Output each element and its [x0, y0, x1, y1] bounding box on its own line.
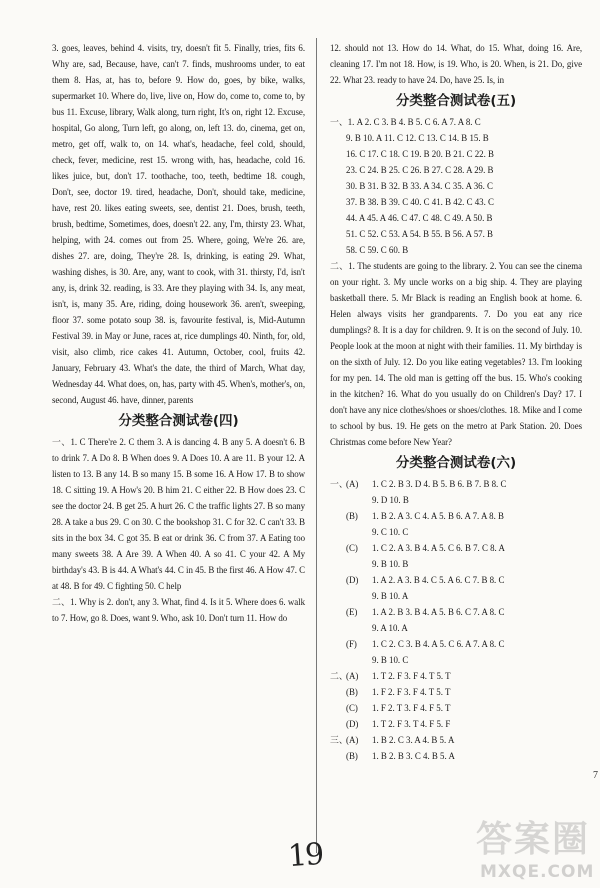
subsection-label: (B) — [346, 687, 358, 697]
answer-items: 1. B 2. C 3. A 4. B 5. A — [372, 735, 455, 745]
answer-items: 1. T 2. F 3. T 4. F 5. F — [372, 719, 451, 729]
subsection-label: (B) — [346, 511, 358, 521]
answer-row — [330, 700, 582, 716]
edge-mark: 7 — [593, 770, 598, 781]
answer-row: 一、1. A 2. C 3. B 4. B 5. C 6. A 7. A 8. C — [330, 117, 481, 127]
subsection-label — [346, 588, 372, 604]
watermark-url: MXQE.COM — [480, 862, 595, 882]
subsection-label — [346, 524, 372, 540]
answer-row: 58. C 59. C 60. B — [346, 245, 409, 255]
answer-items: 1. C 2. A 3. B 4. A 5. C 6. B 7. C 8. A — [372, 543, 505, 553]
answer-row — [330, 588, 582, 604]
answer-items: 1. F 2. F 3. F 4. T 5. T — [372, 687, 451, 697]
section-marker — [330, 572, 346, 588]
answer-row — [330, 620, 582, 636]
answers-test5-part2: 二、1. The students are going to the library. 2. You can see the cinema on your right. 3. My uncle works on a big ship. 4. They are playing basketball there. 5. Mr Black is reading an English book at home. 6. Helen always visits her grandparents. 7. Do you eat any rice dumplings? 8. It is a day for children. 9. It is on the second of July. 10. People look at the moon at night with their families. 11. My birthday is on the sixth of July. 12. Do you like eating vegetables? 13. I'm looking for my pen. 14. The old man is getting off the bus. 15. Who's cooking in the kitchen? 16. What do you usually do on Children's Day? 17. I don't have any nice clothes/shoes or shoes/clothes. 18. Mike and I come to school by bus. 19. He gets on the metro at Park Station. 20. Does Christmas come before New Year? — [330, 261, 582, 447]
section-marker — [330, 492, 346, 508]
section-marker — [330, 620, 346, 636]
answer-items: 1. B 2. A 3. C 4. A 5. B 6. A 7. A 8. B — [372, 511, 504, 521]
section-marker — [330, 700, 346, 716]
section-marker — [330, 748, 346, 764]
answer-items: 1. A 2. A 3. B 4. C 5. A 6. C 7. B 8. C — [372, 575, 505, 585]
right-column — [330, 40, 582, 764]
answer-row — [330, 668, 582, 684]
answer-row — [330, 492, 582, 508]
subsection-label: (A) — [346, 735, 359, 745]
subsection-label: (A) — [346, 671, 359, 681]
answer-row — [330, 732, 582, 748]
answer-row — [330, 652, 582, 668]
answer-items: 1. B 2. B 3. C 4. B 5. A — [372, 751, 455, 761]
subsection-label — [346, 620, 372, 636]
answer-items: 9. B 10. B — [372, 559, 409, 569]
section-marker — [330, 684, 346, 700]
section-marker — [330, 524, 346, 540]
section-marker — [330, 556, 346, 572]
answer-row — [330, 748, 582, 764]
answers-test5-part1 — [330, 114, 582, 258]
answer-row — [330, 556, 582, 572]
section-marker — [330, 716, 346, 732]
section-marker — [330, 588, 346, 604]
answer-row: 16. C 17. C 18. C 19. B 20. B 21. C 22. B — [346, 149, 494, 159]
answer-row — [330, 540, 582, 556]
section-title-4: 分类整合测试卷(四) — [118, 413, 239, 429]
column-divider — [316, 38, 317, 853]
subsection-label: (A) — [346, 479, 359, 489]
subsection-label: (B) — [346, 751, 358, 761]
answers-test4-part1: 一、1. C There're 2. C them 3. A is dancing 4. B any 5. A doesn't 6. B to drink 7. A Do 8. B When does 9. A Does 10. A are 11. B your 12. A listen to 13. B any 14. B so many 15. B some 16. A How 17. B to show 18. C sitting 19. A How's 20. B him 21. C either 22. B How does 23. C see the doctor 24. B get 25. A hurt 26. C the traffic lights 27. B so many 28. A take a bus 29. C on 30. C the bookshop 31. C for 32. C can't 33. B sits in the box 34. C got 35. B eat or drink 36. C from 37. A Eating too many sweets 38. A Are 39. A When 40. A so 41. C your 42. A My birthday's 43. B is 44. A What's 44. C in 45. B the first 46. A How 47. C at 48. B for 49. C fighting 50. C help — [52, 437, 305, 591]
answer-items: 9. C 10. C — [372, 527, 409, 537]
answer-row: 37. B 38. B 39. C 40. C 41. B 42. C 43. C — [346, 197, 494, 207]
answer-items: 9. A 10. A — [372, 623, 408, 633]
subsection-label — [346, 492, 372, 508]
answer-items: 9. B 10. A — [372, 591, 409, 601]
subsection-label: (C) — [346, 703, 358, 713]
subsection-label: (D) — [346, 575, 359, 585]
watermark-text: 答案圈 — [476, 819, 591, 860]
answer-row: 23. C 24. B 25. C 26. B 27. C 28. A 29. B — [346, 165, 494, 175]
subsection-label: (D) — [346, 719, 359, 729]
answer-items: 1. C 2. B 3. D 4. B 5. B 6. B 7. B 8. C — [372, 479, 507, 489]
section-marker: 一、 — [330, 479, 348, 489]
left-column — [52, 40, 305, 626]
answer-row: 30. B 31. B 32. B 33. A 34. C 35. A 36. C — [346, 181, 493, 191]
answer-row — [330, 508, 582, 524]
answers-test6 — [330, 476, 582, 764]
section-marker — [330, 636, 346, 652]
answer-row: 51. C 52. C 53. A 54. B 55. B 56. A 57. B — [346, 229, 493, 239]
section-marker: 二、 — [330, 671, 348, 681]
answer-items: 9. D 10. B — [372, 495, 409, 505]
page-number-handwritten: 19 — [286, 836, 324, 875]
answer-row: 9. B 10. A 11. C 12. C 13. C 14. B 15. B — [346, 133, 489, 143]
answer-row: 44. A 45. A 46. C 47. C 48. C 49. A 50. B — [346, 213, 493, 223]
answer-row — [330, 572, 582, 588]
section-marker — [330, 652, 346, 668]
section-marker — [330, 604, 346, 620]
subsection-label — [346, 652, 372, 668]
answer-items: 1. C 2. C 3. B 4. A 5. C 6. A 7. A 8. C — [372, 639, 505, 649]
answer-row — [330, 636, 582, 652]
answer-row — [330, 476, 582, 492]
answers-test4-part2: 二、1. Why is 2. don't, any 3. What, find 4. Is it 5. Where does 6. walk to 7. How, go 8. Does, want 9. Who, ask 10. Don't turn 11. How do — [52, 597, 305, 623]
answer-row — [330, 604, 582, 620]
answer-row — [330, 684, 582, 700]
subsection-label: (E) — [346, 607, 358, 617]
subsection-label: (F) — [346, 639, 357, 649]
answer-items: 9. B 10. C — [372, 655, 409, 665]
section-title-6: 分类整合测试卷(六) — [395, 455, 517, 471]
answer-items: 1. F 2. T 3. F 4. F 5. T — [372, 703, 451, 713]
answer-items: 1. A 2. B 3. B 4. A 5. B 6. C 7. A 8. C — [372, 607, 505, 617]
section-marker — [330, 508, 346, 524]
section-marker — [330, 540, 346, 556]
answer-row — [330, 524, 582, 540]
answers-test4-part2-continued: 12. should not 13. How do 14. What, do 15. What, doing 16. Are, cleaning 17. I'm not 18. How, is 19. Who, is 20. When, is 21. Do, give 22. What 23. ready to have 24. Do, have 25. Is, in — [330, 43, 582, 85]
subsection-label: (C) — [346, 543, 358, 553]
section-title-5: 分类整合测试卷(五) — [395, 93, 517, 109]
answer-items: 1. T 2. F 3. F 4. T 5. T — [372, 671, 451, 681]
answer-row — [330, 716, 582, 732]
answers-continued: 3. goes, leaves, behind 4. visits, try, doesn't fit 5. Finally, tries, fits 6. Why are, sad, Because, have, can't 7. finds, mushrooms under, to eat them 8. Has, at, has to, before 9. How do, goes, by bike, walks, supermarket 10. Where do, live, live on, How do, come to, come to, by bus 11. Excuse, library, Walk along, turn right, It's on, right 12. Excuse, hospital, Go along, Turn left, go along, on, left 13. do, cinema, get on, metro, get off, walk to, on 14. what's, headache, feel cold, should, check, fever, medicine, rest 15. wrong with, has, headache, cold 16. likes juice, but, don't 17. toothache, too, teeth, bedtime 18. cough, Don't, see, doctor 19. tired, headache, Don't, should take, medicine, have, rest 20. likes eating sweets, see, dentist 21. Does, brush, teeth, brush, bedtime, Sometimes, does, doesn't 22. any, I'm, thirsty 23. What, helping, with 24. comes out from 25. Where, going, We're 26. are, dishes 27. are, doing, They're 28. Is, drinking, is eating 29. What, washing dishes, is 30. Are, any, want to cook, with 31. thirsty, I'd, isn't any, is, drink 32. reading, is 33. Are they playing with 34. Is, any meat, isn't, is, many 35. Are, riding, doing housework 36. aren't, sweeping, floor 37. some potato soup 38. is, favourite festival, is, Mid-Autumn Festival 39. in May or June, races at, rice dumplings 40. Ninth, for, old, visit, also climb, rice cakes 41. Autumn, October, cool, fruits 42. January, February 43. What's the date, the third of March, What day, Wednesday 44. What does, on, has, party with 45. When's, mother's, on, second, August 46. have, dinner, parents — [52, 43, 305, 405]
section-marker: 三、 — [330, 735, 348, 745]
subsection-label — [346, 556, 372, 572]
watermark-logo — [476, 820, 594, 884]
